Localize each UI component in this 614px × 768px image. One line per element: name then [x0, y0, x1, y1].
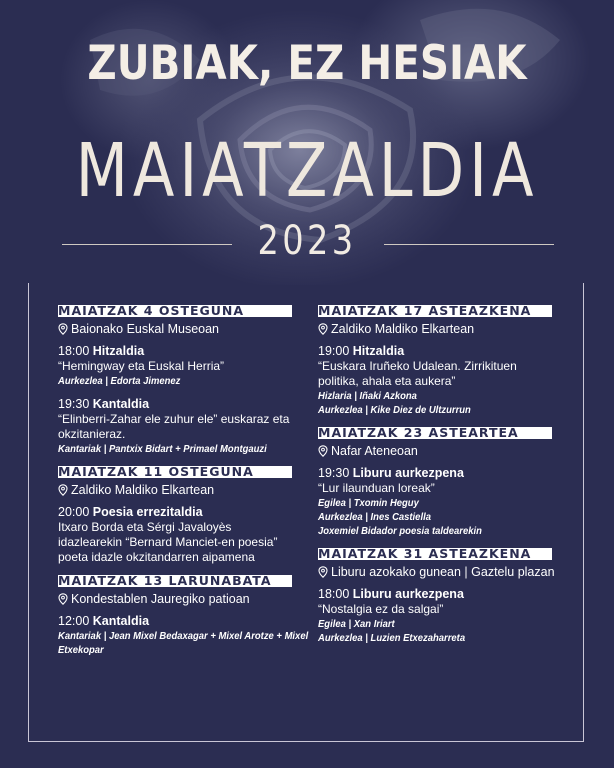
- date-header: [58, 575, 292, 587]
- event-type: Liburu aurkezpena: [352, 466, 464, 480]
- date-label: MAIATZAK 17 ASTEAZKENA: [318, 303, 532, 318]
- event-item: [58, 613, 309, 657]
- date-label: MAIATZAK 13 LARUNABATA: [58, 573, 272, 588]
- event-heading: [318, 465, 554, 481]
- date-header: [58, 466, 292, 478]
- event-time: 20:00: [58, 505, 90, 519]
- event-time: 19:00: [318, 344, 350, 358]
- event-credit: Kantariak | Pantxix Bidart + Primael Montgauzi: [58, 443, 267, 455]
- date-header: [318, 548, 552, 560]
- event-type: Hitzaldia: [352, 344, 405, 358]
- date-header: [58, 305, 292, 317]
- schedule-block: [318, 305, 554, 417]
- event-type: Hitzaldia: [92, 344, 145, 358]
- hero-banner: [0, 0, 614, 285]
- venue-line: [58, 321, 294, 337]
- date-label: MAIATZAK 11 OSTEGUNA: [58, 464, 254, 479]
- page-title: ZUBIAK, EZ HESIAK: [87, 36, 527, 91]
- event-heading: [58, 504, 294, 520]
- schedule-block: [318, 427, 554, 538]
- map-pin-icon: [58, 593, 68, 605]
- date-label: MAIATZAK 31 ASTEAZKENA: [318, 546, 532, 561]
- map-pin-icon: [318, 323, 328, 335]
- event-item: [318, 465, 554, 538]
- map-pin-icon: [318, 566, 328, 578]
- event-credit: Aurkezlea | Kike Diez de Ultzurrun: [318, 404, 471, 416]
- event-description: “Lur ilaunduan loreak”: [318, 481, 435, 495]
- map-pin-icon: [58, 323, 68, 335]
- event-credit: Kantariak | Jean Mixel Bedaxagar + Mixel Arotze + Mixel: [58, 630, 309, 642]
- event-credit: Hizlaria | Iñaki Azkona: [318, 390, 417, 402]
- event-time: 19:30: [58, 397, 90, 411]
- event-description: “Euskara Iruñeko Udalean. Zirrikituen politika, ahala eta aukera”: [318, 359, 517, 388]
- event-item: [58, 343, 294, 388]
- program-column-right: [318, 305, 554, 655]
- date-header: [318, 305, 552, 317]
- event-item: [58, 396, 294, 456]
- map-pin-icon: [318, 445, 328, 457]
- event-heading: [58, 343, 294, 359]
- event-description: Itxaro Borda eta Sérgi Javaloyès idazlearekin “Bernard Manciet-en poesia” poeta idazle okzitandarren aipamena: [58, 520, 278, 564]
- event-time: 18:00: [58, 344, 90, 358]
- event-item: [318, 586, 554, 645]
- event-credit: Aurkezlea | Edorta Jimenez: [58, 375, 181, 387]
- event-type: Liburu aurkezpena: [352, 587, 464, 601]
- venue-name: Zaldiko Maldiko Elkartean: [71, 483, 215, 497]
- event-description: “Hemingway eta Euskal Herria”: [58, 359, 225, 373]
- venue-line: [58, 591, 294, 607]
- event-type: Kantaldia: [92, 397, 150, 411]
- schedule-block: [58, 573, 309, 657]
- event-credit: Aurkezlea | Ines Castiella: [318, 511, 431, 523]
- event-item: [58, 504, 294, 565]
- venue-name: Liburu azokako gunean | Gaztelu plazan: [331, 565, 555, 579]
- event-heading: [318, 586, 554, 602]
- event-credit: Etxekopar: [58, 644, 104, 656]
- date-header: [318, 427, 552, 439]
- year-row: [0, 218, 614, 268]
- date-label: MAIATZAK 4 OSTEGUNA: [58, 303, 245, 318]
- venue-name: Nafar Ateneoan: [331, 444, 418, 458]
- venue-line: [318, 443, 554, 459]
- event-heading: [318, 343, 554, 359]
- event-description: “Nostalgia ez da salgai”: [318, 602, 444, 616]
- event-heading: [58, 396, 294, 412]
- event-credit: Joxemiel Bidador poesia taldearekin: [318, 525, 482, 537]
- program-column-left: [58, 303, 309, 667]
- event-description: “Elinberri-Zahar ele zuhur ele” euskaraz eta okzitanieraz.: [58, 412, 290, 441]
- event-credit: Egilea | Xan Iriart: [318, 618, 395, 630]
- event-time: 18:00: [318, 587, 350, 601]
- date-label: MAIATZAK 23 ASTEARTEA: [318, 425, 519, 440]
- venue-name: Zaldiko Maldiko Elkartean: [331, 322, 475, 336]
- event-heading: [58, 613, 294, 629]
- venue-name: Kondestablen Jauregiko patioan: [71, 592, 250, 606]
- event-time: 12:00: [58, 614, 90, 628]
- event-credit: Egilea | Txomin Heguy: [318, 497, 419, 509]
- festival-year: 2023: [257, 218, 357, 264]
- venue-line: [318, 321, 554, 337]
- schedule-block: [58, 305, 294, 456]
- event-item: [318, 343, 554, 417]
- event-type: Kantaldia: [92, 614, 150, 628]
- map-pin-icon: [58, 484, 68, 496]
- venue-line: [318, 564, 554, 580]
- festival-name: MAIATZALDIA: [75, 128, 539, 214]
- schedule-block: [58, 466, 294, 565]
- venue-line: [58, 482, 294, 498]
- venue-name: Baionako Euskal Museoan: [71, 322, 220, 336]
- event-credit: Aurkezlea | Luzien Etxezaharreta: [318, 632, 466, 644]
- event-time: 19:30: [318, 466, 350, 480]
- event-type: Poesia errezitaldia: [92, 505, 203, 519]
- schedule-block: [318, 548, 554, 645]
